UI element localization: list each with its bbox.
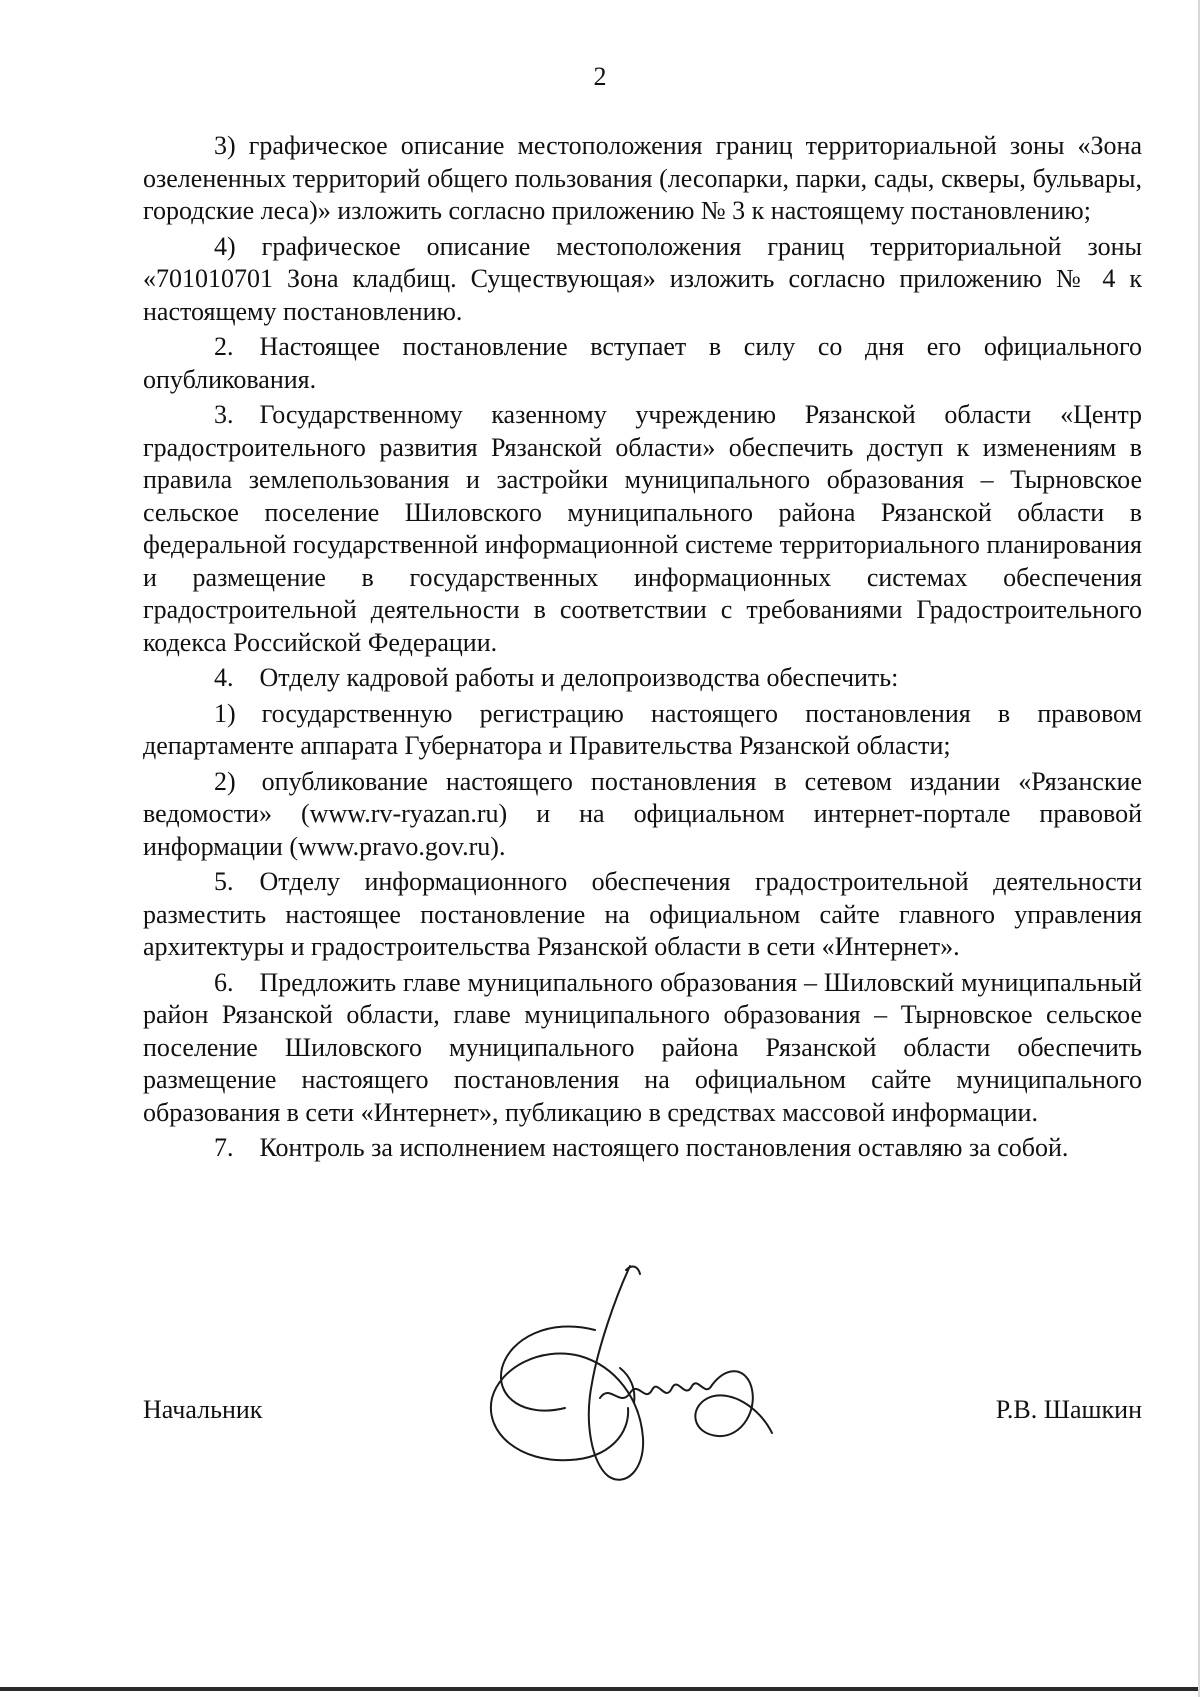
signatory-title: Начальник [143, 1395, 263, 1424]
signature-block [143, 1394, 1142, 1434]
paragraph-point-5-website: 5. Отделу информационного обеспечения градостроительной деятельности разместить настоящее постановление на официальном сайте главного управления архитектуры и градостроительства Рязанской области в сети «Интернет». [143, 867, 1142, 961]
scan-edge-line [0, 1687, 1200, 1691]
paragraph-point-4-2-publication: 2) опубликование настоящего постановления в сетевом издании «Рязанские ведомости» (www.rv-ryazan.ru) и на официальном интернет-портале правовой информации (www.pravo.gov.ru). [143, 766, 1142, 861]
paragraph-point-4-1-registration: 1) государственную регистрацию настоящего постановления в правовом департаменте аппарата Губернатора и Правительства Рязанской области; [143, 698, 1142, 760]
paragraph-item-4-graphic-cemetery-zone: 4) графическое описание местоположения границ территориальной зоны «701010701 Зона кладбищ. Существующая» изложить согласно приложению № 4 к настоящему постановлению. [143, 231, 1142, 326]
page-number: 2 [593, 62, 607, 91]
paragraph-point-2-effective-date: 2. Настоящее постановление вступает в силу со дня его официального опубликования. [143, 332, 1142, 394]
paragraph-point-6-municipal: 6. Предложить главе муниципального образования – Шиловский муниципальный район Рязанской области, главе муниципального образования – Тырновское сельское поселение Шиловского муниципального района Рязанской области обеспечить размещение настоящего постановления на официальном сайте муниципального образования в сети «Интернет», публикацию в средствах массовой информации. [143, 967, 1142, 1127]
paragraph-point-3-access: 3. Государственному казенному учреждению Рязанской области «Центр градостроительного развития Рязанской области» обеспечить доступ к изменениям в правила землепользования и застройки муниципального образования – Тырновское сельское поселение Шиловского муниципального района Рязанской области в федеральной государственной информационной системе территориального планирования и размещение в государственных информационных системах обеспечения градостроительной деятельности в соответствии с требованиями Градостроительного кодекса Российской Федерации. [143, 400, 1142, 657]
paragraph-point-4-hr-department: 4. Отделу кадровой работы и делопроизводства обеспечить: [214, 663, 899, 692]
document-body [143, 130, 1142, 1168]
signatory-name: Р.В. Шашкин [995, 1395, 1142, 1424]
paragraph-item-3-graphic-green-zone: 3) графическое описание местоположения границ территориальной зоны «Зона озелененных территорий общего пользования (лесопарки, парки, сады, скверы, бульвары, городские леса)» изложить согласно приложению № 3 к настоящему постановлению; [143, 131, 1142, 225]
handwritten-signature [480, 1258, 810, 1508]
paragraph-point-7-control: 7. Контроль за исполнением настоящего постановления оставляю за собой. [214, 1133, 1069, 1162]
